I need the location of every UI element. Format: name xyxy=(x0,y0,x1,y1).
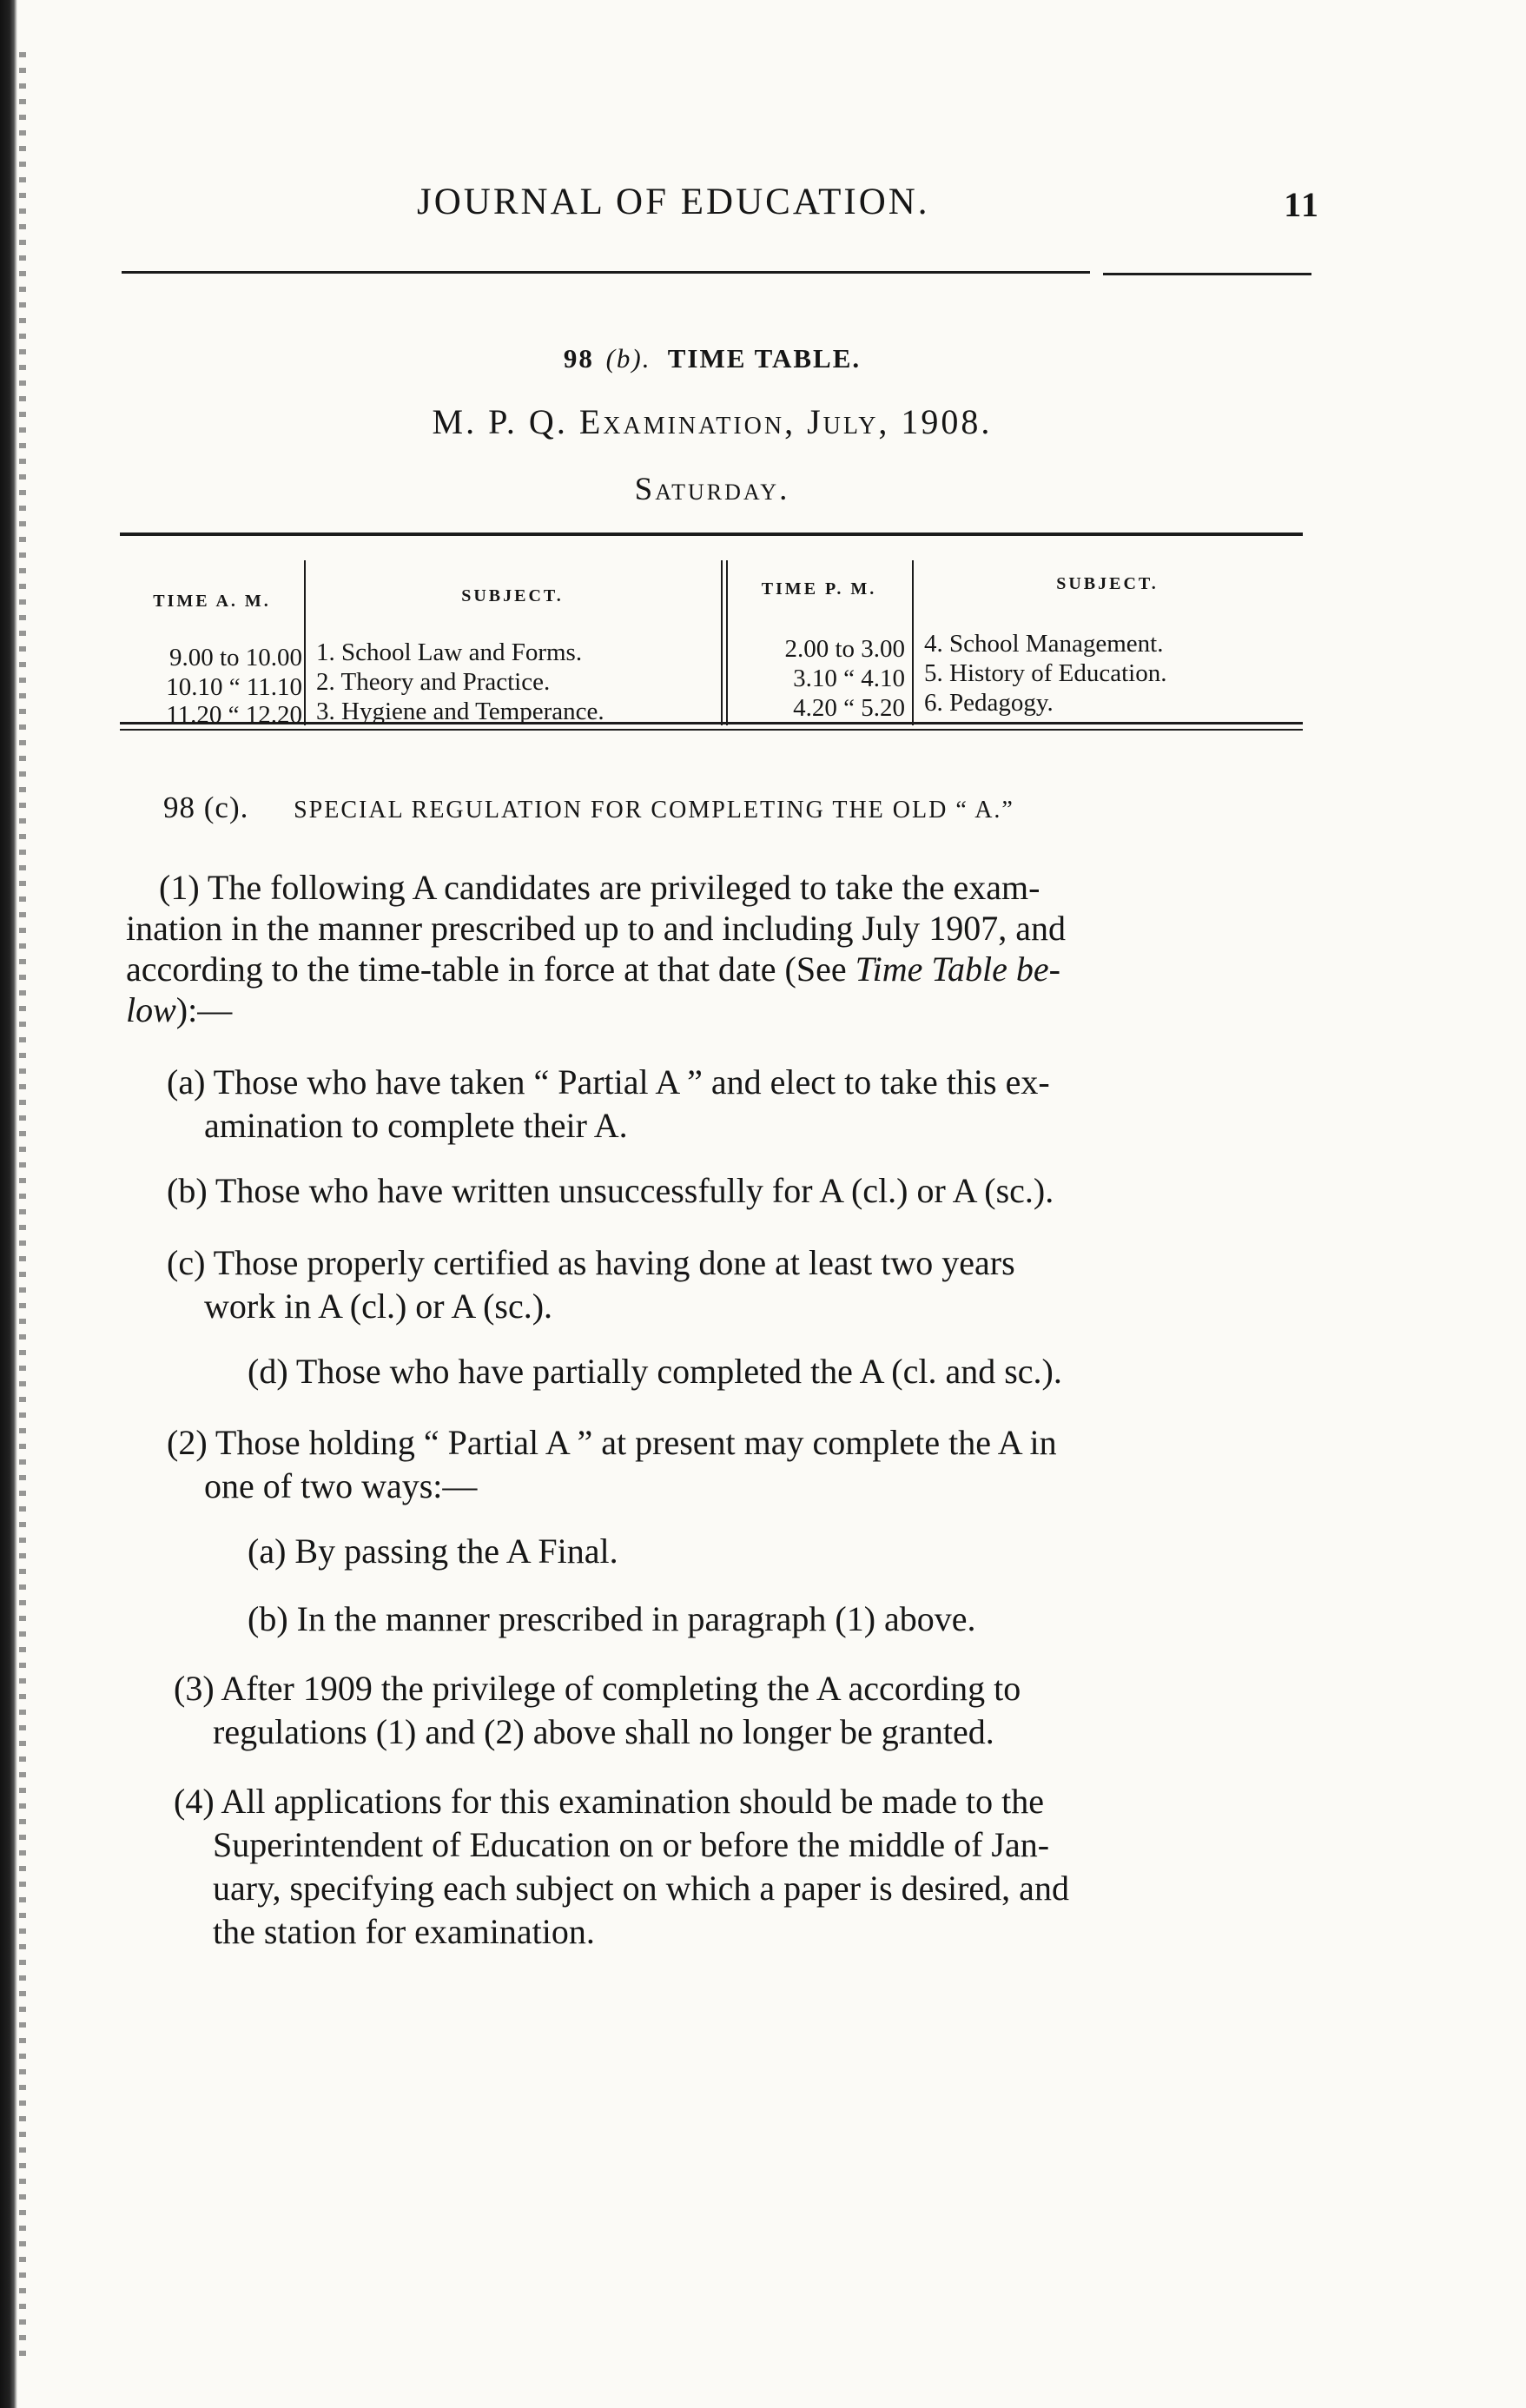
table-cell-pm-time: 4.20 “ 5.20 xyxy=(793,694,905,722)
paragraph-4-line-2: Superintendent of Education on or before the middle of Jan- xyxy=(213,1825,1050,1864)
paragraph-1-line-4-text: ):— xyxy=(175,990,233,1029)
regulation-title: SPECIAL REGULATION FOR COMPLETING THE OLD “ A.” xyxy=(294,797,1014,824)
paragraph-1-line-3-text: according to the time-table in force at that date (See xyxy=(126,949,855,989)
table-cell-pm-subject: 5. History of Education. xyxy=(924,659,1167,687)
table-cell-am-time: 11.20 “ 12.20 xyxy=(166,701,302,729)
item-1d: (d) Those who have partially completed the A (cl. and sc.). xyxy=(248,1352,1062,1391)
paragraph-1-line-1: (1) The following A candidates are privileged to take the exam- xyxy=(159,868,1040,907)
paragraph-2-line-2: one of two ways:— xyxy=(204,1466,478,1505)
section-title: TIME TABLE. xyxy=(667,343,862,374)
header-time-am: TIME A. M. xyxy=(153,592,271,611)
header-rule-right xyxy=(1103,273,1311,275)
header-subject-pm: SUBJECT. xyxy=(1056,574,1159,593)
item-2a: (a) By passing the A Final. xyxy=(248,1531,618,1571)
item-1c-line-1: (c) Those properly certified as having done at least two years xyxy=(167,1243,1015,1282)
table-cell-pm-time: 2.00 to 3.00 xyxy=(784,635,905,663)
header-time-pm: TIME P. M. xyxy=(761,579,877,599)
time-table xyxy=(120,533,1303,734)
table-cell-pm-time: 3.10 “ 4.10 xyxy=(793,665,905,692)
table-cell-am-subject: 3. Hygiene and Temperance. xyxy=(316,698,604,725)
paragraph-1-line-4 xyxy=(126,989,232,1030)
table-cell-pm-subject: 4. School Management. xyxy=(924,630,1164,658)
exam-day: Saturday. xyxy=(634,472,790,507)
table-cell-am-subject: 2. Theory and Practice. xyxy=(316,668,551,696)
section-subnumber: (b). xyxy=(605,343,651,374)
table-cell-am-time: 9.00 to 10.00 xyxy=(168,644,302,671)
paragraph-1-line-3 xyxy=(126,949,1060,989)
paragraph-1-line-2: ination in the manner prescribed up to and including July 1907, and xyxy=(126,909,1066,948)
item-1a-line-2: amination to complete their A. xyxy=(204,1106,628,1145)
item-2b: (b) In the manner prescribed in paragraph (1) above. xyxy=(248,1599,976,1638)
page-number: 11 xyxy=(1284,185,1320,224)
table-cell-am-time: 10.10 “ 11.10 xyxy=(166,673,302,701)
item-1a-line-1: (a) Those who have taken “ Partial A ” and elect to take this ex- xyxy=(167,1062,1050,1101)
paragraph-4-line-3: uary, specifying each subject on which a paper is desired, and xyxy=(213,1869,1069,1908)
paragraph-2-line-1: (2) Those holding “ Partial A ” at present may complete the A in xyxy=(167,1423,1057,1462)
item-1b: (b) Those who have written unsuccessfully for A (cl.) or A (sc.). xyxy=(167,1171,1054,1210)
table-divider-1 xyxy=(304,560,306,725)
table-cell-pm-subject: 6. Pedagogy. xyxy=(924,689,1054,717)
header-rule-left xyxy=(122,271,1090,274)
paragraph-3-line-1: (3) After 1909 the privilege of completing the A according to xyxy=(174,1669,1021,1708)
section-heading xyxy=(174,343,1251,374)
paragraph-1-line-4-italic: low xyxy=(126,990,176,1029)
table-cell-am-subject: 1. School Law and Forms. xyxy=(316,638,583,666)
paragraph-4-line-4: the station for examination. xyxy=(213,1912,595,1951)
exam-title: M. P. Q. Examination, July, 1908. xyxy=(432,402,993,441)
paragraph-4-line-1: (4) All applications for this examination should be made to the xyxy=(174,1782,1045,1821)
paragraph-1-line-3-italic: Time Table be- xyxy=(855,949,1060,989)
header-subject-am: SUBJECT. xyxy=(461,586,564,605)
table-top-rule xyxy=(120,533,1303,536)
item-1c-line-2: work in A (cl.) or A (sc.). xyxy=(204,1287,553,1326)
paragraph-3-line-2: regulations (1) and (2) above shall no longer be granted. xyxy=(213,1712,994,1751)
regulation-number: 98 (c). xyxy=(163,791,249,824)
regulation-heading xyxy=(163,791,1310,825)
section-number: 98 xyxy=(563,343,594,374)
running-header-title: JOURNAL OF EDUCATION. xyxy=(417,182,930,222)
